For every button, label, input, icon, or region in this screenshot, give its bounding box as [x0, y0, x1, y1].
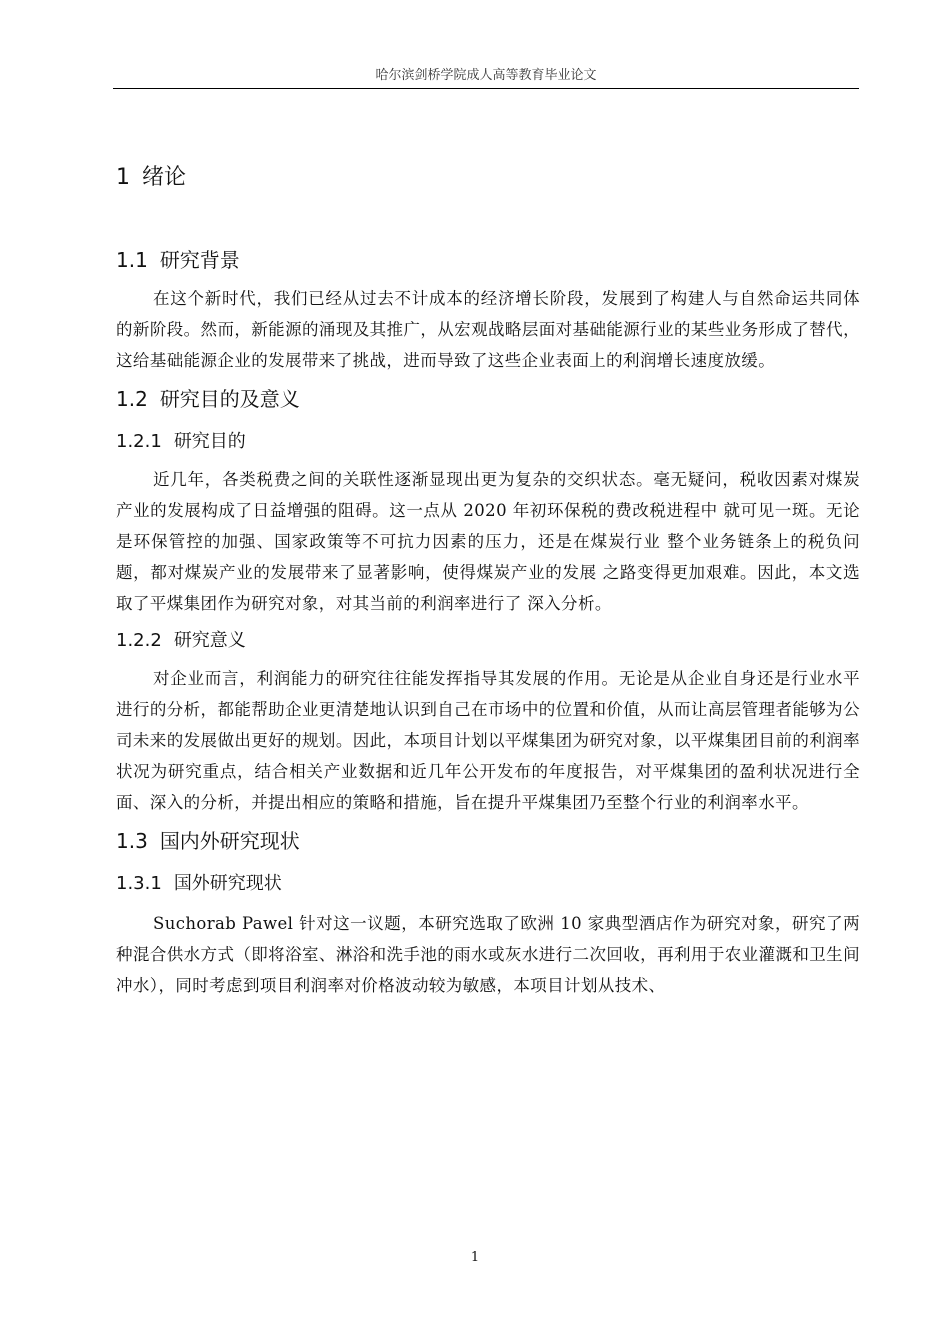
subsection-number: 1.2.1	[116, 431, 162, 452]
subsection-title: 研究意义	[173, 630, 246, 651]
document-body	[116, 160, 860, 1001]
section-heading-1-2	[116, 382, 860, 416]
running-header: 哈尔滨剑桥学院成人高等教育毕业论文	[375, 68, 597, 83]
subsection-heading-1-3-1	[116, 868, 860, 900]
chapter-title: 绪论	[142, 165, 187, 190]
paragraph-research-purpose: 近几年，各类税费之间的关联性逐渐显现出更为复杂的交织状态。毫无疑问，税收因素对煤炭产业的发展构成了日益增强的阻碍。这一点从 2020 年初环保税的费改税进程中 就可见一斑。无论是环保管控的加强、国家政策等不可抗力因素的压力，还是在煤炭行业 整个业务链条上的税负问题，都对煤炭产业的发展带来了显著影响，使得煤炭产业的发展 之路变得更加艰难。因此，本文选取了平煤集团作为研究对象，对其当前的利润率进行了 深入分析。	[116, 470, 860, 613]
section-number: 1.2	[116, 387, 148, 411]
subsection-number: 1.3.1	[116, 873, 162, 894]
header-divider	[113, 88, 859, 89]
paragraph-research-significance: 对企业而言，利润能力的研究往往能发挥指导其发展的作用。无论是从企业自身还是行业水平进行的分析，都能帮助企业更清楚地认识到自己在市场中的位置和价值，从而让高层管理者能够为公司未来的发展做出更好的规划。因此，本项目计划以平煤集团为研究对象，以平煤集团目前的利润率状况为研究重点，结合相关产业数据和近几年公开发布的年度报告，对平煤集团的盈利状况进行全面、深入的分析，并提出相应的策略和措施，旨在提升平煤集团乃至整个行业的利润率水平。	[116, 669, 860, 812]
chapter-number: 1	[116, 165, 130, 190]
section-title: 国内外研究现状	[159, 829, 300, 853]
section-number: 1.1	[116, 248, 148, 272]
section-number: 1.3	[116, 829, 148, 853]
paragraph-research-background: 在这个新时代，我们已经从过去不计成本的经济增长阶段，发展到了构建人与自然命运共同体的新阶段。然而，新能源的涌现及其推广，从宏观战略层面对基础能源行业的某些业务形成了替代，这给基础能源企业的发展带来了挑战，进而导致了这些企业表面上的利润增长速度放缓。	[116, 289, 860, 370]
subsection-heading-1-2-1	[116, 426, 860, 458]
section-title: 研究背景	[159, 248, 240, 272]
section-heading-1-3	[116, 824, 860, 858]
paragraph-foreign-research: Suchorab Pawel 针对这一议题，本研究选取了欧洲 10 家典型酒店作为研究对象，研究了两种混合供水方式（即将浴室、淋浴和洗手池的雨水或灰水进行二次回收，再利用于农业灌溉和卫生间冲水），同时考虑到项目利润率对价格波动较为敏感，本项目计划从技术、	[116, 914, 860, 995]
subsection-number: 1.2.2	[116, 630, 162, 651]
section-heading-1-1	[116, 243, 860, 277]
chapter-heading	[116, 160, 860, 196]
subsection-title: 研究目的	[173, 431, 246, 452]
section-title: 研究目的及意义	[159, 387, 300, 411]
page-number: 1	[470, 1250, 480, 1265]
subsection-heading-1-2-2	[116, 625, 860, 657]
subsection-title: 国外研究现状	[173, 873, 282, 894]
